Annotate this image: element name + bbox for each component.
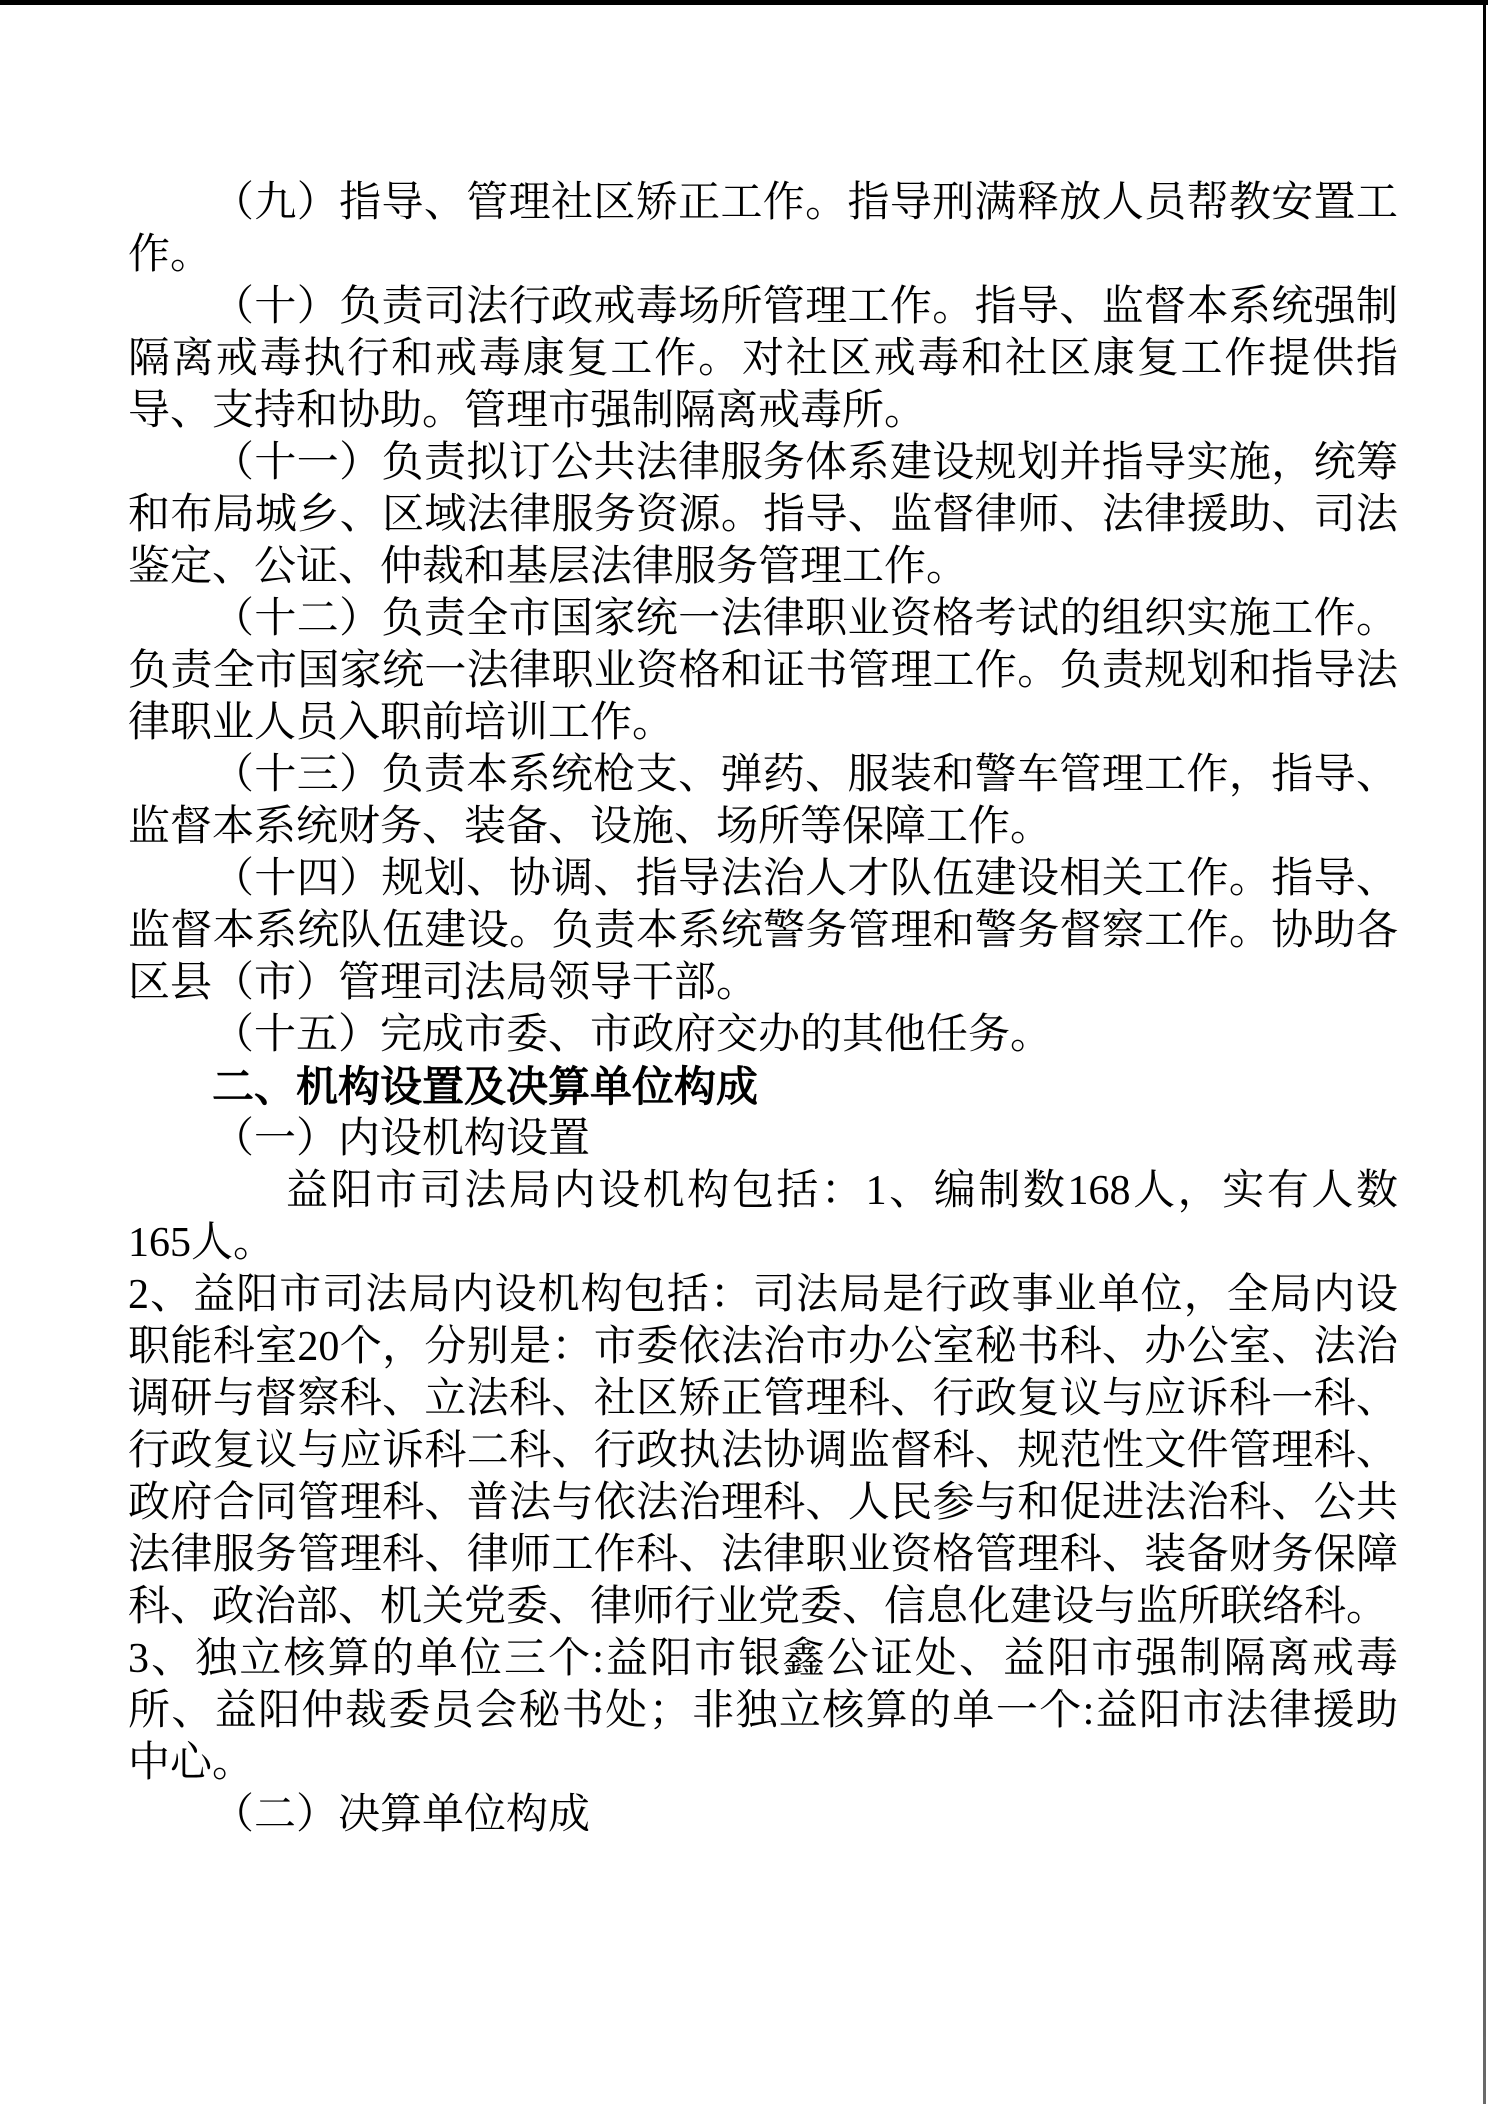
duty-item-13: （十三）负责本系统枪支、弹药、服装和警车管理工作，指导、监督本系统财务、装备、设施、场所等保障工作。 bbox=[128, 752, 1398, 850]
subsection-heading-budget-units: （二）决算单位构成 bbox=[212, 1792, 591, 1838]
duty-item-12: （十二）负责全市国家统一法律职业资格考试的组织实施工作。负责全市国家统一法律职业资格和证书管理工作。负责规划和指导法律职业人员入职前培训工作。 bbox=[128, 596, 1398, 746]
accounting-units-paragraph: 3、独立核算的单位三个:益阳市银鑫公证处、益阳市强制隔离戒毒所、益阳仲裁委员会秘书处；非独立核算的单一个:益阳市法律援助中心。 bbox=[128, 1636, 1398, 1786]
page-right-edge bbox=[1483, 0, 1486, 2104]
document-content bbox=[128, 177, 1398, 1841]
page-top-border bbox=[0, 0, 1488, 5]
duty-item-14: （十四）规划、协调、指导法治人才队伍建设相关工作。指导、监督本系统队伍建设。负责本系统警务管理和警务督察工作。协助各区县（市）管理司法局领导干部。 bbox=[128, 856, 1398, 1006]
duty-item-15: （十五）完成市委、市政府交办的其他任务。 bbox=[212, 1012, 1053, 1058]
duty-item-9: （九）指导、管理社区矫正工作。指导刑满释放人员帮教安置工作。 bbox=[128, 180, 1398, 278]
duty-item-10: （十）负责司法行政戒毒场所管理工作。指导、监督本系统强制隔离戒毒执行和戒毒康复工作。对社区戒毒和社区康复工作提供指导、支持和协助。管理市强制隔离戒毒所。 bbox=[128, 284, 1398, 434]
subsection-heading-internal-org: （一）内设机构设置 bbox=[212, 1116, 591, 1162]
departments-paragraph: 2、益阳市司法局内设机构包括：司法局是行政事业单位，全局内设职能科室20个，分别是：市委依法治市办公室秘书科、办公室、法治调研与督察科、立法科、社区矫正管理科、行政复议与应诉科一科、行政复议与应诉科二科、行政执法协调监督科、规范性文件管理科、政府合同管理科、普法与依法治理科、人民参与和促进法治科、公共法律服务管理科、律师工作科、法律职业资格管理科、装备财务保障科、政治部、机关党委、律师行业党委、信息化建设与监所联络科。 bbox=[128, 1272, 1398, 1630]
staffing-paragraph: 益阳市司法局内设机构包括：1、编制数168人，实有人数165人。 bbox=[128, 1168, 1398, 1266]
section-heading-organization: 二、机构设置及决算单位构成 bbox=[212, 1063, 759, 1110]
duty-item-11: （十一）负责拟订公共法律服务体系建设规划并指导实施，统筹和布局城乡、区域法律服务资源。指导、监督律师、法律援助、司法鉴定、公证、仲裁和基层法律服务管理工作。 bbox=[128, 440, 1398, 590]
